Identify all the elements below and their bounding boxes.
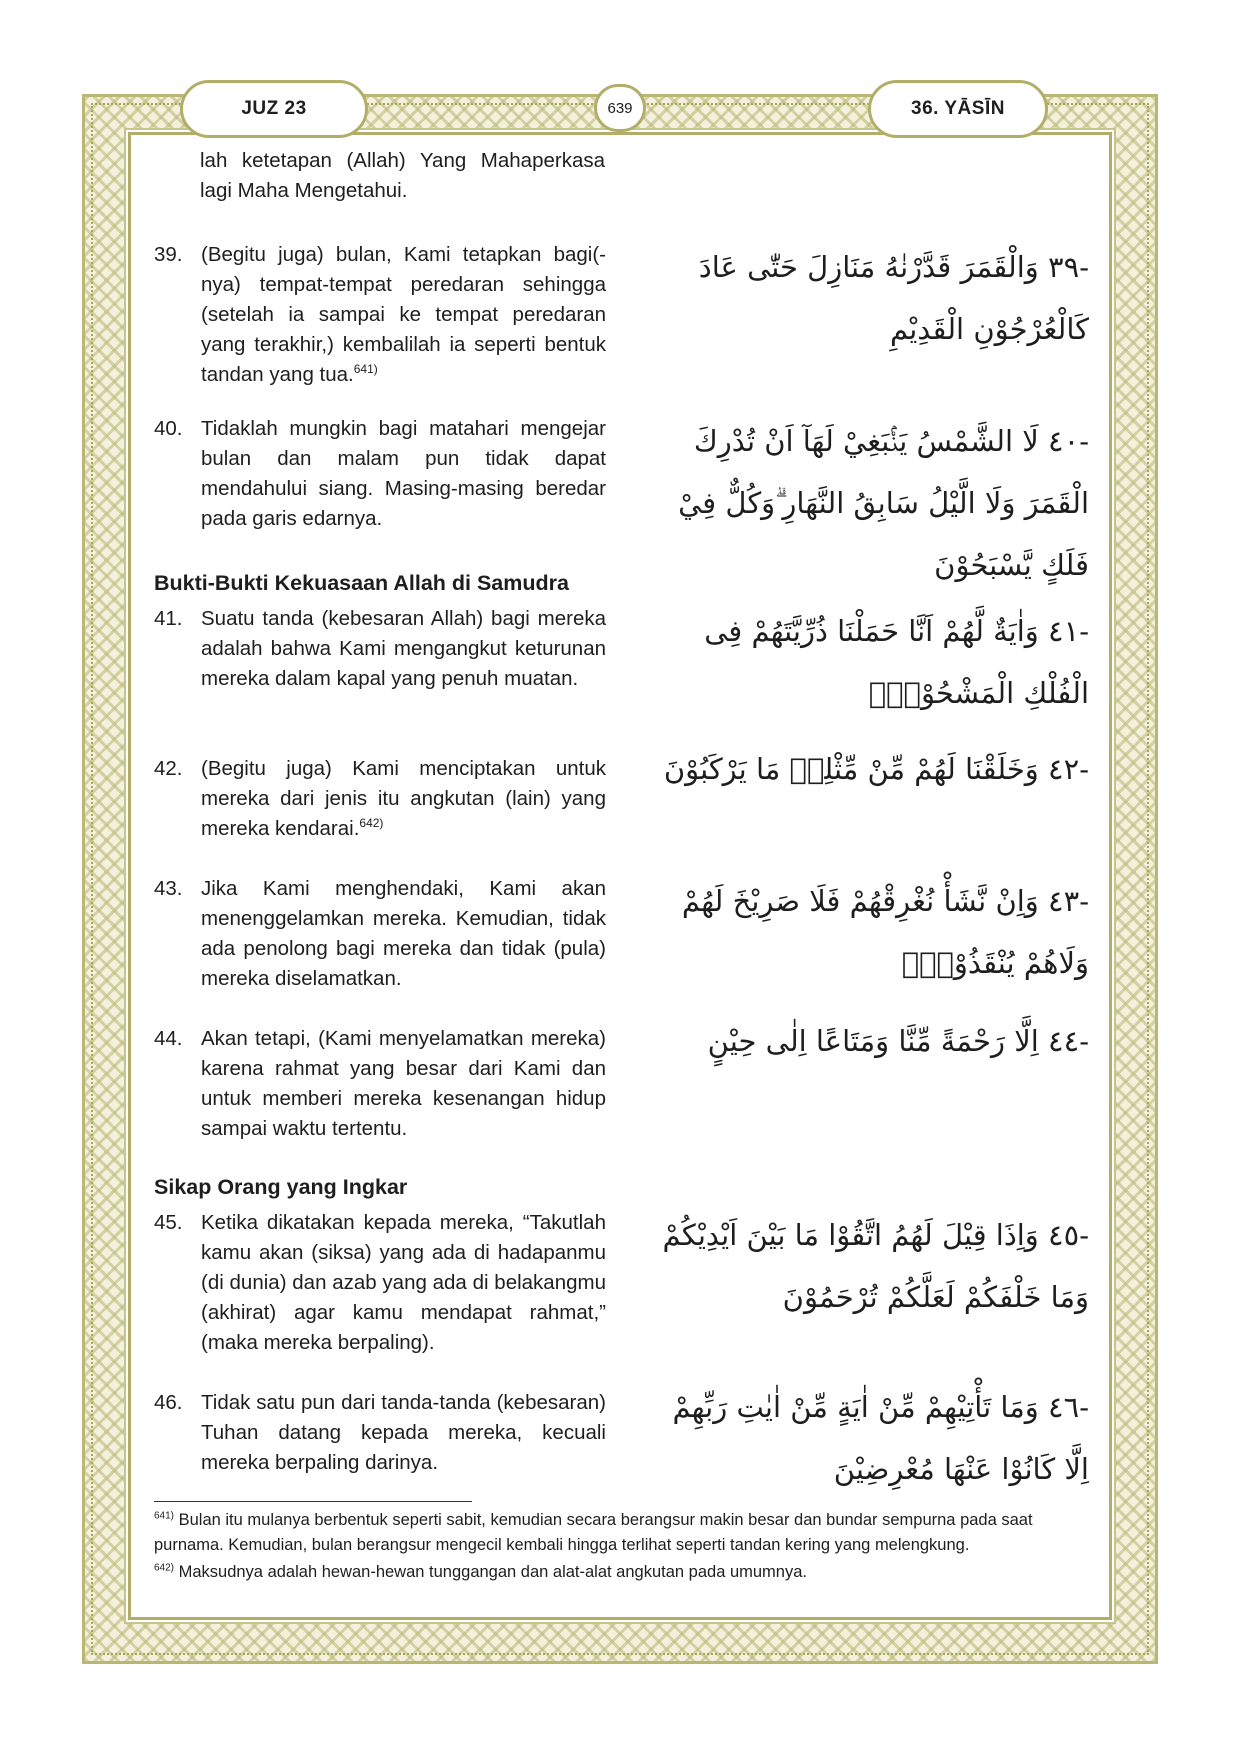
footnote-ref: 641) [353, 362, 378, 377]
verse-number: 46. [154, 1391, 183, 1414]
footnotes [154, 1508, 1089, 1587]
verse-number: 39. [154, 243, 183, 266]
page-number: 639 [594, 84, 646, 132]
verse-translation: (Begitu juga) bulan, Kami tetapkan bagi(-nya) tempat-tempat peredaran sehingga (setelah ia sampai ke tempat peredaran yang terakhir,) kembalilah ia seperti bentuk tandan yang tua.$^{641)}$ [201, 243, 606, 386]
footnote-divider [154, 1501, 472, 1502]
verse-arabic: -٣٩ وَالْقَمَرَ قَدَّرْنٰهُ مَنَازِلَ حَتّٰى عَادَ كَالْعُرْجُوْنِ الْقَدِيْمِ [698, 250, 1089, 346]
verse-translation: Tidak satu pun dari tanda-tanda (kebesaran) Tuhan datang kepada mereka, kecuali mereka berpaling darinya. [201, 1391, 606, 1474]
surah-label: 36. YĀSĪN [868, 80, 1048, 138]
verse-arabic: -٤٦ وَمَا تَأْتِيْهِمْ مِّنْ اٰيَةٍ مِّنْ اٰيٰتِ رَبِّهِمْ اِلَّا كَانُوْا عَنْهَا مُعْرِضِيْنَ [672, 1390, 1089, 1486]
verse-number: 43. [154, 877, 183, 900]
continuation-text: lah ketetapan (Allah) Yang Mahaperkasa lagi Maha Mengetahui. [200, 149, 605, 202]
verse-arabic: -٤١ وَاٰيَةٌ لَّهُمْ اَنَّا حَمَلْنَا ذُرِّيَّتَهُمْ فِى الْفُلْكِ الْمَشْحُوْنِۙ [704, 614, 1089, 710]
verse-number: 42. [154, 757, 183, 780]
verse-arabic: -٤٣ وَاِنْ نَّشَأْ نُغْرِقْهُمْ فَلَا صَرِيْخَ لَهُمْ وَلَاهُمْ يُنْقَذُوْنَۙ [681, 884, 1089, 980]
verse-number: 45. [154, 1211, 183, 1234]
verse-translation: Jika Kami menghendaki, Kami akan menenggelamkan mereka. Kemudian, tidak ada penolong bagi mereka dan tidak (pula) mereka diselamatkan. [201, 877, 606, 990]
verse-arabic: -٤٠ لَا الشَّمْسُ يَنْۢبَغِيْ لَهَآ اَنْ تُدْرِكَ الْقَمَرَ وَلَا الَّيْلُ سَابِقُ النَّهَارِ ۗوَكُلٌّ فِيْ فَلَكٍ يَّسْبَحُوْنَ [678, 424, 1089, 582]
footnote-642: $^{642)}$ Maksudnya adalah hewan-hewan tunggangan dan alat-alat angkutan pada umumnya. [154, 1562, 807, 1581]
verse-translation: Akan tetapi, (Kami menyelamatkan mereka) karena rahmat yang besar dari Kami dan untuk memberi mereka kesenangan hidup sampai waktu tertentu. [201, 1027, 606, 1140]
section-heading: Bukti-Bukti Kekuasaan Allah di Samudra [154, 571, 569, 595]
verse-arabic: -٤٤ اِلَّا رَحْمَةً مِّنَّا وَمَتَاعًا اِلٰى حِيْنٍ [707, 1024, 1089, 1058]
verse-translation: (Begitu juga) Kami menciptakan untuk mereka dari jenis itu angkutan (lain) yang mereka kendarai.$^{642)}$ [201, 757, 606, 840]
verse-translation: Tidaklah mungkin bagi matahari mengejar bulan dan malam pun tidak dapat mendahului siang. Masing-masing beredar pada garis edarnya. [201, 417, 606, 530]
section-heading: Sikap Orang yang Ingkar [154, 1175, 408, 1199]
verse-translation: Ketika dikatakan kepada mereka, “Takutlah kamu akan (siksa) yang ada di hadapanmu (di dunia) dan azab yang ada di belakangmu (akhirat) agar kamu mendapat rahmat,” (maka mereka berpaling). [201, 1211, 606, 1354]
verse-number: 44. [154, 1027, 183, 1050]
verse-translation: Suatu tanda (kebesaran Allah) bagi mereka adalah bahwa Kami mengangkut keturunan mereka dalam kapal yang penuh muatan. [201, 607, 606, 690]
verse-number: 40. [154, 417, 183, 440]
verse-number: 41. [154, 607, 183, 630]
verse-arabic: -٤٥ وَاِذَا قِيْلَ لَهُمُ اتَّقُوْا مَا بَيْنَ اَيْدِيْكُمْ وَمَا خَلْفَكُمْ لَعَلَّكُمْ تُرْحَمُوْنَ [662, 1218, 1089, 1314]
verse-arabic: -٤٢ وَخَلَقْنَا لَهُمْ مِّنْ مِّثْلِهٖ مَا يَرْكَبُوْنَ [663, 752, 1089, 786]
footnote-ref: 642) [359, 816, 384, 831]
juz-label: JUZ 23 [180, 80, 368, 138]
footnote-641: $^{641)}$ Bulan itu mulanya berbentuk seperti sabit, kemudian secara berangsur makin besar dan bundar sempurna pada saat purnama. Kemudian, bulan berangsur mengecil kembali hingga terlihat seperti tandan kering yang melengkung. [154, 1510, 1033, 1554]
